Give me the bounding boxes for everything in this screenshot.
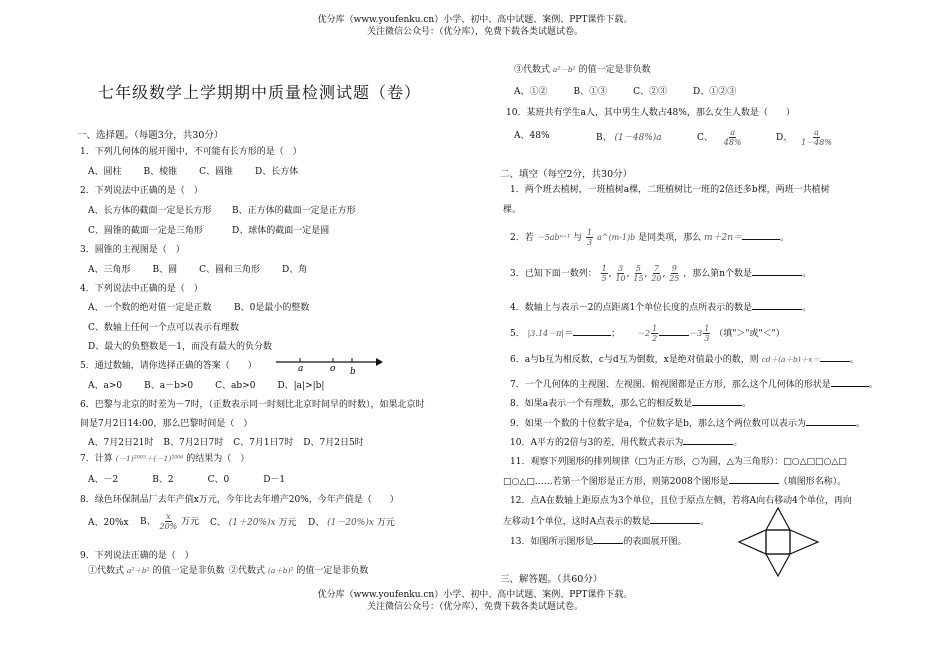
f3-term-3-den: 15: [633, 274, 644, 283]
f11-end: （填图形名称）。: [778, 477, 847, 487]
f3-term-2-den: 10: [615, 274, 626, 283]
f3-end: 。: [802, 269, 812, 279]
f12-line-1: 12．点A在数轴上距原点为3个单位，且位于原点左侧，若将A向右移动4个单位，再向: [510, 496, 852, 506]
f4-end: 。: [802, 303, 812, 313]
header-line-2: 关注微信公众号：（优分库），免费下载各类试题试卷。: [366, 27, 583, 37]
f3-term-2-num: 3: [617, 264, 624, 273]
q10-stem: 10．某班共有学生a人，其中男生人数占48%，那么女生人数是（ ）: [506, 108, 795, 118]
q6-option-a[interactable]: A、7月2日21时: [88, 438, 154, 448]
f11-line-2: [503, 475, 846, 488]
q4-stem: 4．下列说法中正确的是（ ）: [80, 284, 203, 294]
q9-2-expression: (a＋b)²: [267, 566, 294, 575]
pyramid-net-figure: [736, 504, 822, 580]
net-triangle-bottom: [766, 554, 790, 576]
q9-3-prefix: ③代数式: [514, 65, 551, 75]
q9-option-d[interactable]: D、①②③: [693, 87, 737, 97]
q5-number-line: [272, 354, 384, 376]
q7-expression: (－1)²⁰⁰⁵＋(－1)²⁰⁰⁶: [115, 454, 184, 463]
q9-1-expression: a²＋b²: [126, 566, 150, 575]
f2-frac-den: 3: [587, 238, 593, 247]
f11-text: □○△□……若第一个图形是正方形，则第2008个图形是: [503, 477, 729, 487]
q10-d-numerator: a: [814, 128, 819, 137]
q7-options: [88, 474, 307, 486]
f2-term-1: －5abⁿ⁺¹: [536, 233, 571, 242]
q9-option-b[interactable]: B、①③: [573, 87, 608, 97]
q9-options: [514, 86, 758, 98]
f10: [510, 436, 742, 449]
net-triangle-right: [790, 530, 818, 554]
f12-line-2: [503, 515, 709, 528]
f3-term-5: [669, 264, 679, 283]
q3-option-b[interactable]: B、圆: [152, 265, 178, 275]
q7-option-a[interactable]: A、－2: [88, 475, 119, 485]
f5-frac-1-num: 1: [652, 324, 658, 333]
f2: [510, 228, 789, 247]
f3-term-1-den: 5: [601, 274, 607, 283]
q8-option-b-unit: 万元: [181, 517, 200, 527]
f4-answer-blank[interactable]: [752, 301, 802, 310]
f4: [510, 301, 811, 314]
q1-option-a[interactable]: A、圆柱: [88, 167, 122, 177]
q9-stem: 9．下列说法正确的是（ ）: [80, 551, 194, 561]
q9-option-a[interactable]: A、①②: [514, 87, 548, 97]
f3-term-2: [615, 264, 625, 283]
section-3-heading: 三、解答题。（共60分）: [500, 574, 603, 585]
f13-answer-blank[interactable]: [593, 535, 623, 544]
f7-text: 7．一个几何体的主视图、左视图、俯视图都是正方形，那么这个几何体的形状是: [510, 380, 831, 390]
f13-prefix: 13．如图所示图形是: [510, 537, 594, 547]
f10-text: 10．A平方的2倍与3的差，用代数式表示为: [510, 438, 684, 448]
q5-option-d[interactable]: D、|a|>|b|: [277, 381, 325, 391]
q3-stem: 3．圆锥的主视图是（ ）: [80, 245, 185, 255]
f2-fraction: [586, 228, 593, 247]
f5-frac-1-den: 2: [652, 334, 658, 343]
q1-option-d[interactable]: D、长方体: [255, 167, 299, 177]
q7-suffix: 的结果为（ ）: [186, 454, 250, 464]
q9-statement-2[interactable]: [229, 565, 368, 577]
f7: [510, 378, 878, 391]
f8: [510, 397, 751, 410]
net-triangle-left: [739, 530, 766, 554]
f12-answer-blank[interactable]: [650, 515, 700, 524]
f2-and: 与: [573, 233, 583, 243]
net-triangle-top: [766, 508, 790, 530]
q9-1-prefix: ①代数式: [88, 566, 125, 576]
q8-b-denominator: 20%: [159, 522, 178, 531]
f3-term-1-num: 1: [601, 264, 607, 273]
q8-option-b-fraction: [160, 512, 178, 531]
q2-option-b[interactable]: B、正方体的截面一定是正方形: [232, 206, 356, 216]
f5-answer-blank-1[interactable]: [573, 327, 611, 336]
f9: [510, 417, 865, 430]
q5-option-c[interactable]: C、ab>0: [215, 381, 256, 391]
f5-equals: ＝: [564, 329, 574, 339]
q8-option-c-unit: 万元: [278, 518, 297, 528]
f5-frac-2-den: 3: [704, 334, 710, 343]
q1-stem: 1．下列几何体的展开图中，不可能有长方形的是（ ）: [80, 147, 302, 157]
f5-prefix: 5．: [510, 329, 525, 339]
page-title: 七年级数学上学期期中质量检测试题（卷）: [98, 83, 422, 102]
q6-option-d[interactable]: D、7月2日5时: [303, 438, 364, 448]
f3-term-5-num: 9: [671, 264, 677, 273]
q8-option-c[interactable]: [210, 517, 297, 529]
q5-label-a: a: [298, 364, 304, 374]
f3-suffix: ，那么第n个数是: [683, 269, 753, 279]
q8-b-numerator: x: [166, 512, 171, 521]
f1-line-2: 棵。: [503, 205, 522, 215]
q4-option-c[interactable]: C、数轴上任何一个点可以表示有理数: [88, 323, 239, 333]
q1-option-c[interactable]: C、圆锥: [199, 167, 234, 177]
f2-term-2: a^(m-1)b: [597, 233, 636, 242]
f3-term-1: [601, 264, 608, 283]
q5-option-a[interactable]: A、a>0: [88, 381, 123, 391]
footer-line-1: 优分库（www.youfenku.cn）小学、初中、高中试题、案例、PPT课件下载。: [317, 590, 633, 600]
q9-2-suffix: 的值一定是非负数: [296, 566, 369, 576]
q7-prefix: 7．计算: [80, 454, 113, 464]
f8-text: 8．如果a表示一个有理数，那么它的相反数是: [510, 399, 693, 409]
f11-line-1: 11．观察下列图形的排列规律（□为正方形，○为圆，△为三角形）：□○△□□○△□: [510, 457, 847, 467]
f5-mixed-1-fraction: [651, 324, 658, 343]
q10-option-d-fraction: [801, 128, 832, 147]
q3-option-c[interactable]: C、圆和三角形: [199, 265, 261, 275]
f8-end: 。: [742, 399, 752, 409]
f2-end: 。: [780, 233, 790, 243]
q10-d-denominator: 1－48%: [801, 138, 832, 147]
net-square: [766, 530, 790, 554]
q10-option-c-label: C、: [697, 133, 713, 143]
f6-end: 。: [849, 355, 859, 365]
f2-middle: 是同类项，那么: [638, 233, 702, 243]
q10-c-numerator: a: [730, 128, 736, 137]
q8-option-c-label: C、: [210, 518, 226, 528]
f7-end: 。: [868, 380, 878, 390]
f5-mixed-2-fraction: [703, 324, 710, 343]
q10-option-c[interactable]: [697, 128, 743, 147]
f1-line-1: 1．两个班去植树，一班植树a棵，二班植树比一班的2倍还多b棵，两班一共植树: [510, 185, 830, 195]
q10-option-d-label: D、: [776, 133, 793, 143]
f9-end: 。: [855, 419, 865, 429]
f2-prefix: 2．若: [510, 233, 534, 243]
q9-2-prefix: ②代数式: [229, 566, 266, 576]
f5: [510, 324, 785, 343]
f8-answer-blank[interactable]: [692, 397, 742, 406]
q8-option-b-label: B、: [140, 517, 156, 527]
f2-answer-blank[interactable]: [742, 231, 780, 240]
q2-option-c[interactable]: C、圆锥的截面一定是三角形: [88, 226, 203, 236]
f3-term-3: [633, 264, 643, 283]
f5-mixed-2-whole: －3: [689, 329, 703, 338]
q8-option-b[interactable]: [140, 512, 199, 531]
q6-stem-line-2: 间是7月2日14:00，那么巴黎时间是（ ）: [80, 419, 253, 429]
q10-option-b-label: B、: [596, 133, 612, 143]
q6-option-c[interactable]: C、7月1日7时: [233, 438, 294, 448]
f6-text: 6．a与b互为相反数，c与d互为倒数，x是绝对值最小的数，则: [510, 355, 759, 365]
f5-answer-blank-2[interactable]: [659, 327, 689, 336]
f3: 3．已知下面一数列： $\frac{1}{5}$ , $\frac{3}{10}$ , $\frac{5}{15}$ , $\frac{7}{20}$ , $\frac{9}{25}$ ，那么第n个数是 。: [510, 264, 812, 283]
section-2-heading: 二、填空（每空2分，共30分）: [500, 169, 633, 180]
q8-option-d-unit: 万元: [376, 518, 395, 528]
f2-frac-num: 1: [587, 228, 593, 237]
q4-option-a[interactable]: A、一个数的绝对值一定是正数: [88, 303, 212, 313]
q9-1-suffix: 的值一定是非负数: [152, 566, 225, 576]
q7-stem: [80, 453, 249, 465]
q5-label-b: b: [350, 367, 356, 376]
f7-answer-blank[interactable]: [831, 378, 869, 387]
f3-term-4-den: 20: [651, 274, 662, 283]
q4-option-b[interactable]: B、0是最小的整数: [234, 303, 310, 313]
q8-option-d[interactable]: [308, 517, 395, 529]
f3-term-5-den: 25: [669, 274, 680, 283]
f6: [510, 353, 859, 366]
q2-stem: 2．下列说法中正确的是（ ）: [80, 186, 203, 196]
q8-option-a[interactable]: A、20%x: [88, 518, 129, 528]
f5-mixed-1-whole: －2: [636, 329, 651, 338]
q10-option-b[interactable]: [596, 132, 662, 144]
q10-option-a[interactable]: A、48%: [514, 131, 550, 141]
q6-stem-line-1: 6．巴黎与北京的时差为－7时，（正数表示同一时刻比北京时间早的时数），如果北京时: [80, 400, 425, 410]
q5-stem: 5．通过数轴，请你选择正确的答案（ ）: [80, 361, 257, 371]
f12-end: 。: [700, 517, 710, 527]
section-1-heading: 一、选择题。（每题3分，共30分）: [77, 130, 224, 141]
f10-end: 。: [733, 438, 743, 448]
q10-c-denominator: 48%: [723, 138, 742, 147]
q9-3-suffix: 的值一定是非负数: [578, 65, 651, 75]
q7-option-b[interactable]: B、2: [152, 475, 174, 485]
q6-option-b[interactable]: B、7月2日7时: [163, 438, 224, 448]
q2-option-a[interactable]: A、长方体的截面一定是长方形: [88, 206, 212, 216]
f3-term-3-num: 5: [635, 264, 641, 273]
f3-term-4: [651, 264, 661, 283]
q5-label-o: o: [330, 364, 336, 374]
q5-option-b[interactable]: B、a－b>0: [144, 381, 194, 391]
q3-option-d[interactable]: D、角: [282, 265, 308, 275]
q5-options: [88, 380, 346, 392]
f5-semicolon: ；: [611, 329, 621, 339]
f13: [510, 535, 686, 548]
f13-suffix: 的表面展开图。: [623, 537, 687, 547]
f11-answer-blank[interactable]: [729, 475, 779, 484]
q7-option-d[interactable]: D－1: [263, 475, 286, 485]
f12-text: 左移动1个单位，这时A点表示的数是: [503, 517, 651, 527]
f3-term-4-num: 7: [653, 264, 659, 273]
q9-option-c[interactable]: C、②③: [633, 87, 668, 97]
q10-option-c-fraction: [724, 128, 742, 147]
q10-option-d[interactable]: [776, 128, 833, 147]
f5-frac-2-num: 1: [704, 324, 710, 333]
q9-statement-3[interactable]: [514, 64, 651, 76]
q1-options: [88, 166, 320, 178]
f4-text: 4．数轴上与表示－2的点距离1个单位长度的点所表示的数是: [510, 303, 753, 313]
footer-line-2: 关注微信公众号：（优分库），免费下载各类试题试卷。: [366, 602, 583, 612]
q8-stem: 8．绿色环保制品厂去年产值x万元，今年比去年增产20%，今年产值是（ ）: [80, 495, 399, 505]
q8-option-c-expression: (1＋20%)x: [228, 518, 276, 528]
q8-option-d-expression: (1－20%)x: [327, 518, 374, 528]
f2-target: m＋2n＝: [703, 233, 743, 243]
f5-suffix: （填"＞"或"＜"）: [714, 329, 785, 339]
f5-abs-expression: |3.14－π|: [527, 329, 565, 338]
f6-expression: cd＋(a＋b)＋x＝: [761, 355, 820, 364]
f9-answer-blank[interactable]: [806, 417, 856, 426]
q10-option-b-expression: (1－48%)a: [614, 133, 662, 143]
q6-options: [88, 437, 364, 449]
q8-option-d-label: D、: [308, 518, 325, 528]
q3-options: [88, 264, 329, 276]
q1-option-b[interactable]: B、棱锥: [143, 167, 178, 177]
q7-option-c[interactable]: C、0: [207, 475, 230, 485]
q9-3-expression: a²－b²: [552, 65, 576, 74]
f3-answer-blank[interactable]: [752, 267, 802, 276]
f10-answer-blank[interactable]: [683, 436, 733, 445]
q2-option-d[interactable]: D、球体的截面一定是圆: [232, 226, 330, 236]
q4-option-d[interactable]: D、最大的负整数是－1，而没有最大的负分数: [88, 342, 272, 352]
q3-option-a[interactable]: A、三角形: [88, 265, 131, 275]
f9-text: 9．如果一个数的十位数字是a，个位数字是b，那么这个两位数可以表示为: [510, 419, 806, 429]
header-line-1: 优分库（www.youfenku.cn）小学、初中、高中试题、案例、PPT课件下载。: [317, 15, 633, 25]
q9-statement-1[interactable]: [88, 565, 225, 577]
f6-answer-blank[interactable]: [820, 353, 850, 362]
f3-prefix: 3．已知下面一数列：: [510, 269, 597, 279]
